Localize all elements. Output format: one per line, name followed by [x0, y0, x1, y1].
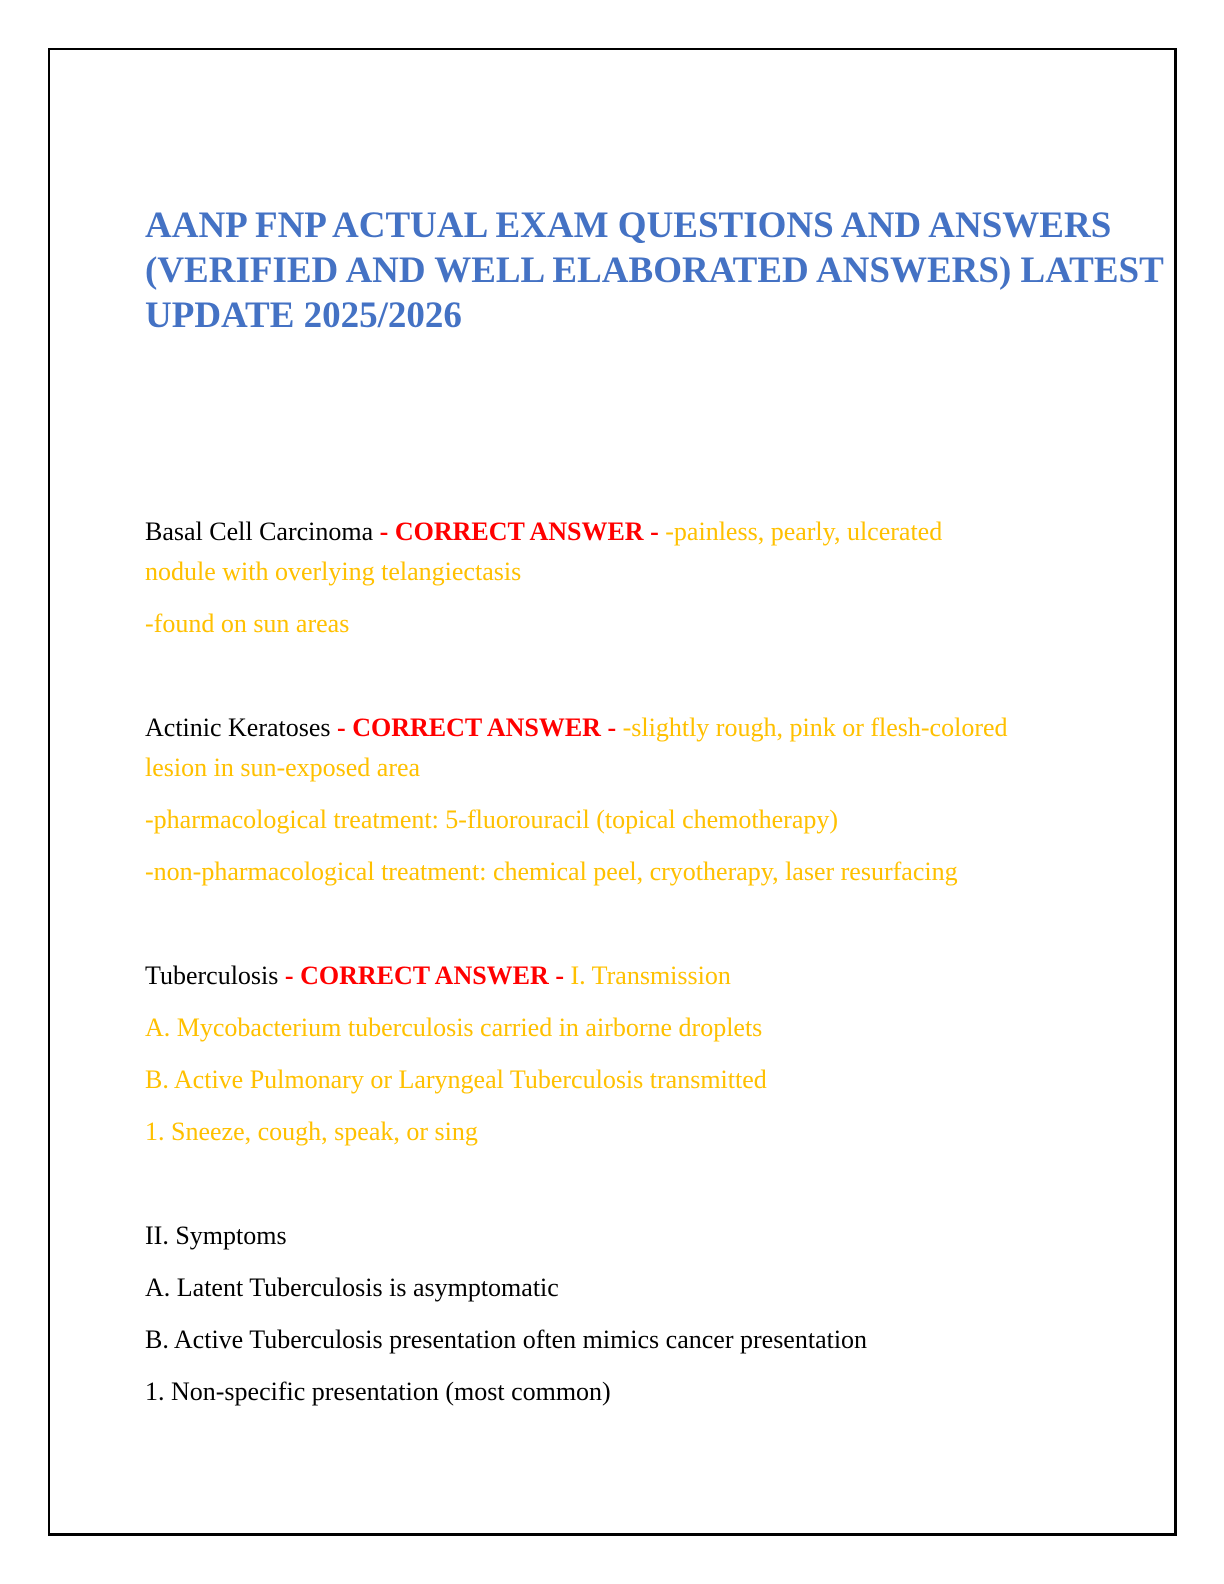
answer-paragraph [145, 1112, 1155, 1152]
answer-line: -slightly rough, pink or flesh-colored [622, 713, 1008, 742]
answer-paragraph [145, 852, 1155, 892]
answer-line: I. Transmission [570, 961, 731, 990]
answer-paragraph [145, 604, 1155, 644]
document-title-line: AANP FNP ACTUAL EXAM QUESTIONS AND ANSWERS [145, 205, 1112, 246]
answer-line: lesion in sun-exposed area [145, 753, 421, 782]
qa-section [145, 956, 1155, 1152]
note-paragraph [145, 1216, 1155, 1256]
document-title [145, 203, 1164, 338]
qa-term: Tuberculosis [145, 961, 279, 990]
note-paragraph [145, 1320, 1155, 1360]
document-title-line: (VERIFIED AND WELL ELABORATED ANSWERS) LATEST [145, 250, 1164, 291]
answer-line: -painless, pearly, ulcerated [665, 517, 943, 546]
answer-paragraph [145, 800, 1155, 840]
note-text: II. Symptoms [145, 1221, 287, 1250]
qa-section [145, 708, 1155, 892]
answer-line: B. Active Pulmonary or Laryngeal Tuberculosis transmitted [145, 1065, 767, 1094]
document-content [145, 203, 1164, 1424]
section-gap [145, 904, 1155, 956]
title-gap [145, 338, 1155, 512]
qa-section [145, 512, 1155, 644]
qa-lead-paragraph [145, 708, 1155, 788]
answer-separator: - [330, 713, 353, 742]
note-text: B. Active Tuberculosis presentation often mimics cancer presentation [145, 1325, 868, 1354]
answer-line: 1. Sneeze, cough, speak, or sing [145, 1117, 478, 1146]
answer-paragraph [145, 1008, 1155, 1048]
qa-lead-paragraph [145, 956, 1155, 996]
qa-list [145, 512, 1155, 1152]
notes-section [145, 1216, 1155, 1412]
correct-answer-marker: CORRECT ANSWER [352, 713, 601, 742]
answer-line: -pharmacological treatment: 5-fluorouracil (topical chemotherapy) [145, 805, 839, 834]
answer-separator: - [600, 713, 623, 742]
answer-line: A. Mycobacterium tuberculosis carried in airborne droplets [145, 1013, 763, 1042]
answer-paragraph [145, 1060, 1155, 1100]
answer-line: -non-pharmacological treatment: chemical peel, cryotherapy, laser resurfacing [145, 857, 958, 886]
document-title-line: UPDATE 2025/2026 [145, 295, 462, 336]
note-paragraph [145, 1268, 1155, 1308]
answer-separator: - [373, 517, 395, 546]
section-gap [145, 1164, 1155, 1216]
section-gap [145, 656, 1155, 708]
answer-separator: - [643, 517, 666, 546]
correct-answer-marker: CORRECT ANSWER [394, 517, 644, 546]
qa-term: Actinic Keratoses [145, 713, 331, 742]
note-text: A. Latent Tuberculosis is asymptomatic [145, 1273, 559, 1302]
answer-line: -found on sun areas [145, 609, 350, 638]
answer-separator: - [278, 961, 301, 990]
note-text: 1. Non-specific presentation (most common) [145, 1377, 611, 1406]
qa-term: Basal Cell Carcinoma [145, 517, 374, 546]
answer-separator: - [548, 961, 571, 990]
answer-line: nodule with overlying telangiectasis [145, 557, 522, 586]
correct-answer-marker: CORRECT ANSWER [300, 961, 549, 990]
qa-lead-paragraph [145, 512, 1155, 592]
note-paragraph [145, 1372, 1155, 1412]
